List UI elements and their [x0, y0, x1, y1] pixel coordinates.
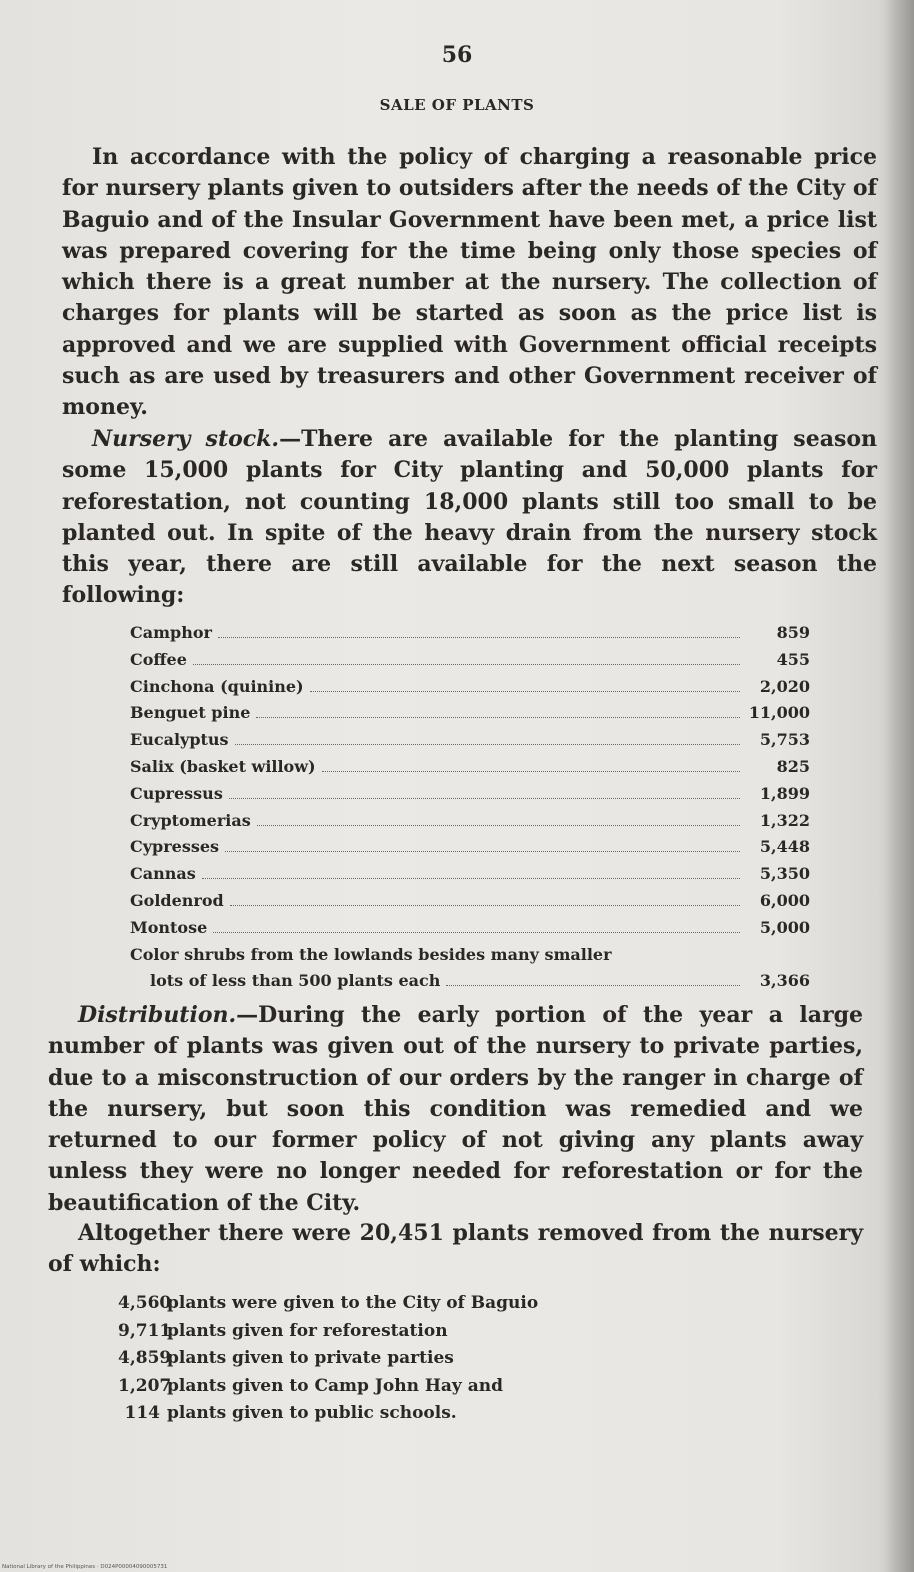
- distribution-text: plants given to Camp John Hay and: [167, 1375, 503, 1396]
- stock-name: Cupressus: [130, 783, 223, 803]
- distribution-row: [118, 1400, 638, 1428]
- stock-name: Cinchona (quinine): [130, 676, 304, 696]
- nursery-stock-text: —There are available for the planting season some 15,000 plants for City planting and 50,000 plants for reforestation, not counting 18,000 plants still too small to be planted out. In spite of the heavy drain from the nursery stock this year, there are still available for the next season the following:: [62, 426, 877, 609]
- stock-name: Cannas: [130, 864, 196, 884]
- distribution-count: 114: [124, 1403, 160, 1423]
- stock-value: 825: [776, 756, 810, 776]
- leader-dots: [218, 636, 740, 638]
- stock-row: [130, 834, 810, 861]
- distribution-count: 4,560: [118, 1293, 172, 1313]
- distribution-text: plants given to private parties: [167, 1348, 454, 1368]
- stock-row: [130, 700, 810, 727]
- stock-row: [130, 674, 810, 701]
- stock-name: Cypresses: [130, 837, 220, 857]
- leader-dots: [193, 663, 740, 665]
- leader-dots: [322, 770, 740, 772]
- stock-row: [130, 861, 810, 888]
- stock-name: Eucalyptus: [130, 730, 229, 750]
- stock-row-color-shrubs-line1: [130, 942, 810, 969]
- paragraph-altogether: Altogether there were 20,451 plants removed from the nursery of which:: [48, 1220, 863, 1278]
- distribution-text: —During the early portion of the year a large number of plants was given out of the nursery to private parties, due to a misconstruction of our orders by the ranger in charge of the nursery, but soon this condition was remedied and we returned to our former policy of not giving any plants away unless they were no longer needed for reforestation or for the beautification of the City.: [48, 1002, 863, 1216]
- stock-value: 2,020: [759, 676, 810, 696]
- scan-source-caption: National Library of the Philippines · D024P00004090005731: [2, 1564, 168, 1570]
- stock-value: 5,000: [759, 917, 810, 937]
- stock-row: [130, 808, 810, 835]
- stock-name: Color shrubs from the lowlands besides many smaller: [130, 944, 612, 964]
- leader-dots: [230, 904, 740, 906]
- distribution-text: plants given for reforestation: [167, 1320, 448, 1341]
- stock-value: 3,366: [759, 971, 810, 991]
- stock-value: 6,000: [759, 890, 810, 910]
- page-number: 56: [441, 42, 473, 68]
- stock-name: Benguet pine: [130, 703, 251, 723]
- stock-value: 5,753: [759, 730, 810, 750]
- nursery-stock-heading: Nursery stock.: [92, 426, 280, 452]
- leader-dots: [310, 690, 740, 692]
- stock-row: [130, 888, 810, 915]
- stock-value: 455: [776, 649, 810, 669]
- leader-dots: [225, 850, 740, 852]
- stock-name: Salix (basket willow): [130, 756, 316, 776]
- stock-value: 5,448: [759, 837, 810, 857]
- stock-value: 11,000: [748, 703, 810, 723]
- stock-row: [130, 754, 810, 781]
- leader-dots: [235, 743, 740, 745]
- stock-row: [130, 915, 810, 942]
- distribution-list: [118, 1290, 638, 1428]
- section-title: SALE OF PLANTS: [379, 96, 535, 114]
- leader-dots: [446, 984, 740, 986]
- paragraph-distribution: [48, 1000, 863, 1219]
- stock-name: Coffee: [130, 649, 187, 669]
- stock-row: [130, 620, 810, 647]
- distribution-row: [118, 1373, 638, 1401]
- stock-row: [130, 647, 810, 674]
- leader-dots: [229, 797, 740, 799]
- stock-value: 859: [776, 623, 810, 642]
- distribution-heading: Distribution.: [78, 1002, 237, 1028]
- stock-name: Goldenrod: [130, 890, 224, 910]
- distribution-row: [118, 1345, 638, 1373]
- paragraph-nursery-stock: [62, 424, 877, 612]
- leader-dots: [256, 716, 740, 718]
- distribution-count: 9,711: [118, 1320, 172, 1341]
- distribution-text: plants were given to the City of Baguio: [167, 1293, 539, 1313]
- leader-dots: [213, 931, 740, 933]
- stock-row: [130, 727, 810, 754]
- distribution-text: plants given to public schools.: [167, 1403, 457, 1423]
- distribution-count: 1,207: [118, 1375, 172, 1396]
- leader-dots: [202, 877, 740, 879]
- stock-value: 1,899: [759, 783, 810, 803]
- page-edge-shadow: [884, 0, 914, 1572]
- stock-value: 5,350: [759, 864, 810, 884]
- stock-name: lots of less than 500 plants each: [150, 971, 441, 991]
- stock-name: Camphor: [130, 623, 212, 642]
- distribution-count: 4,859: [118, 1348, 172, 1368]
- stock-name: Cryptomerias: [130, 810, 251, 830]
- stock-row-color-shrubs-line2: [130, 968, 810, 995]
- stock-value: 1,322: [759, 810, 810, 830]
- stock-name: Montose: [130, 917, 208, 937]
- paragraph-sale-policy: In accordance with the policy of charging a reasonable price for nursery plants given to outsiders after the needs of the City of Baguio and of the Insular Government have been met, a price list was prepared covering for the time being only those species of which there is a great number at the nursery. The collection of charges for plants will be started as soon as the price list is approved and we are supplied with Government official receipts such as are used by treasurers and other Government receiver of money.: [62, 144, 877, 421]
- distribution-row: [118, 1318, 638, 1346]
- stock-row: [130, 781, 810, 808]
- distribution-row: [118, 1290, 638, 1318]
- stock-list: [130, 620, 810, 995]
- leader-dots: [257, 824, 740, 826]
